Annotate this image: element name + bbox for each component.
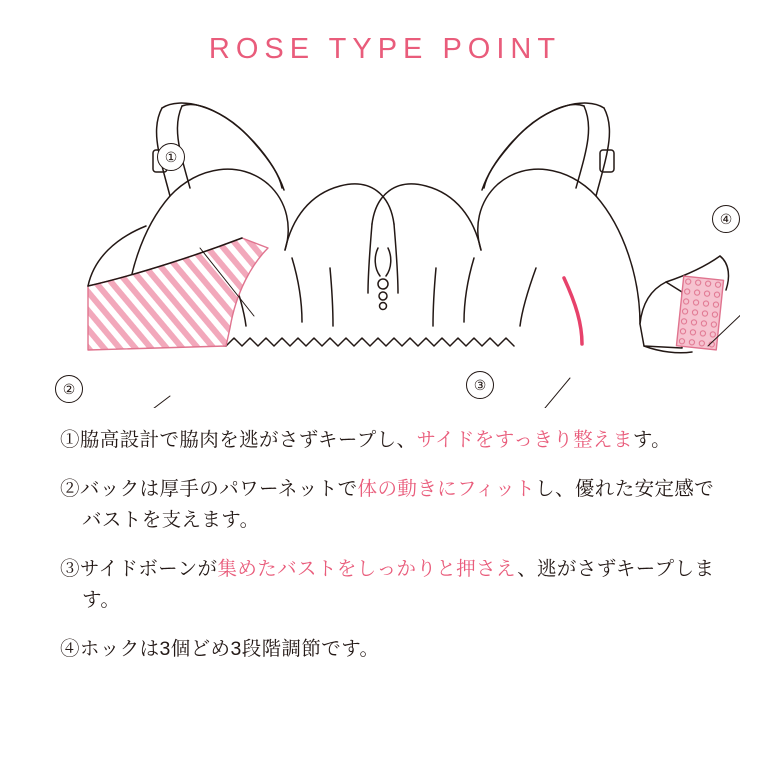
feature-note-3-text-highlight: 集めたバストをしっかりと押さえ xyxy=(217,557,518,580)
callout-marker-2: ② xyxy=(55,375,83,403)
feature-note-1-text-highlight: サイドをすっきり整えま xyxy=(416,429,633,451)
feature-note-1-number: ① xyxy=(60,429,80,451)
feature-note-3-text-a: サイドボーンが xyxy=(79,557,218,580)
callout-marker-1: ① xyxy=(157,143,185,171)
bra-illustration xyxy=(30,78,740,408)
feature-note-2 xyxy=(60,474,720,537)
feature-notes-list xyxy=(60,425,720,682)
feature-note-4-text-a: ホックは3個どめ3段階調節です。 xyxy=(79,637,380,660)
feature-note-4 xyxy=(60,634,720,666)
feature-note-3 xyxy=(60,554,720,617)
page-title: ROSE TYPE POINT xyxy=(208,33,562,65)
feature-note-4-number: ④ xyxy=(60,637,80,660)
feature-note-2-number: ② xyxy=(60,477,80,500)
feature-note-1-text-b: す。 xyxy=(632,429,672,451)
callout-marker-3: ③ xyxy=(466,371,494,399)
feature-note-1-text-a: 脇高設計で脇肉を逃がさずキープし、 xyxy=(79,429,417,451)
feature-note-3-text-b: 、逃がさずキープします。 xyxy=(82,557,715,612)
feature-note-2-text-highlight: 体の動きにフィット xyxy=(357,477,536,500)
callout-marker-4: ④ xyxy=(712,205,740,233)
feature-note-1 xyxy=(60,425,720,457)
feature-note-3-number: ③ xyxy=(60,557,80,580)
feature-note-2-text-b: し、優れた安定感でバストを支えます。 xyxy=(82,477,715,532)
feature-note-2-text-a: バックは厚手のパワーネットで xyxy=(79,477,358,500)
